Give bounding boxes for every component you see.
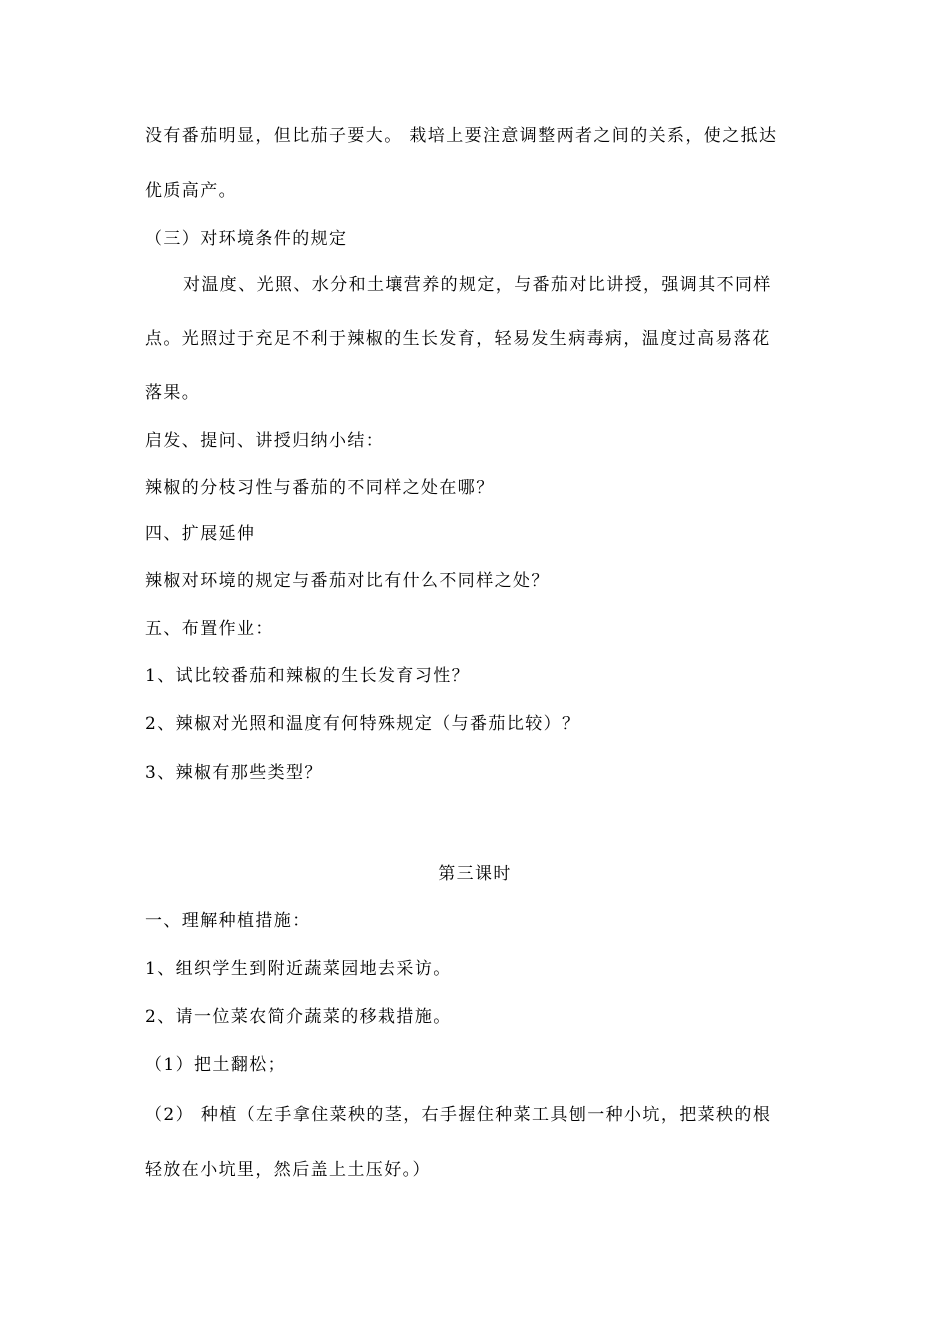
section-heading: 一、理解种植措施： [145,911,311,931]
summary-label: 启发、提问、讲授归纳小结： [145,431,385,451]
homework-item: 1、试比较番茄和辣椒的生长发育习性？ [145,666,471,686]
section-heading: 四、扩展延伸 [145,524,256,544]
sub-step-item: （2） 种植（左手拿住菜秧的茎，右手握住种菜工具刨一种小坑，把菜秧的根 [145,1105,772,1125]
lesson-title: 第三课时 [438,864,512,884]
paragraph-line: 轻放在小坑里，然后盖上土压好。） [145,1160,431,1180]
summary-question: 辣椒的分枝习性与番茄的不同样之处在哪？ [145,478,495,498]
paragraph-line: 点。光照过于充足不利于辣椒的生长发育，轻易发生病毒病，温度过高易落花 [145,329,771,349]
homework-item: 2、辣椒对光照和温度有何特殊规定（与番茄比较）？ [145,714,581,734]
paragraph-line: 落果。 [145,383,201,403]
step-item: 1、组织学生到附近蔬菜园地去采访。 [145,959,452,979]
paragraph-line: 优质高产。 [145,181,237,201]
paragraph-line: 对温度、光照、水分和土壤营养的规定，与番茄对比讲授，强调其不同样 [183,275,772,295]
paragraph-line: 辣椒对环境的规定与番茄对比有什么不同样之处？ [145,571,550,591]
section-heading: 五、布置作业： [145,619,274,639]
homework-item: 3、辣椒有那些类型？ [145,763,323,783]
paragraph-line: 没有番茄明显，但比茄子要大。 栽培上要注意调整两者之间的关系，使之抵达 [145,126,778,146]
step-item: 2、请一位菜农简介蔬菜的移栽措施。 [145,1007,452,1027]
section-heading: （三）对环境条件的规定 [145,229,348,249]
sub-step-item: （1）把土翻松； [145,1055,287,1075]
